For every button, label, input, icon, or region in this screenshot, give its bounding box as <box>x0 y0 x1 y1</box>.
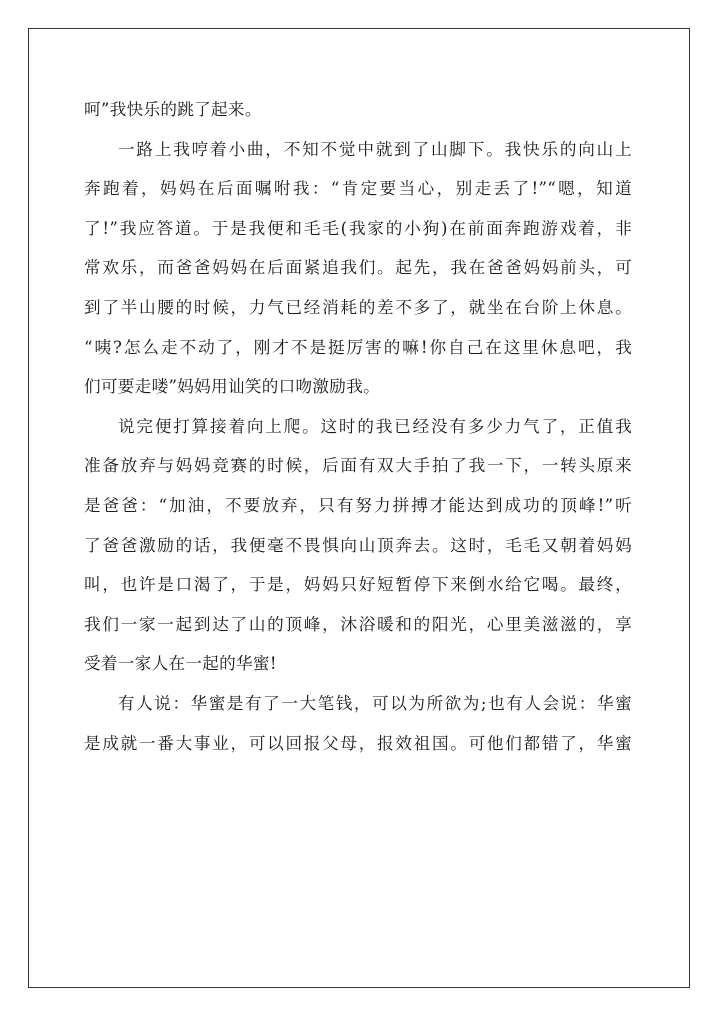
text-line: 一路上我哼着小曲，不知不觉中就到了山脚下。我快乐的向山上 <box>118 139 632 159</box>
text-line: 说完便打算接着向上爬。这时的我已经没有多少力气了，正值我 <box>118 416 632 436</box>
text-line: 是爸爸：“加油，不要放弃，只有努力拼搏才能达到成功的顶峰!”听 <box>84 495 632 515</box>
text-line: “咦?怎么走不动了，刚才不是挺厉害的嘛!你自己在这里休息吧，我 <box>84 337 632 357</box>
text-line: 常欢乐，而爸爸妈妈在后面紧追我们。起先，我在爸爸妈妈前头，可 <box>84 258 632 278</box>
text-line: 呵”我快乐的跳了起来。 <box>84 100 262 119</box>
text-line: 了爸爸激励的话，我便毫不畏惧向山顶奔去。这时，毛毛又朝着妈妈 <box>84 535 632 555</box>
text-line: 叫，也许是口渴了，于是，妈妈只好短暂停下来倒水给它喝。最终， <box>84 575 632 595</box>
text-line: 有人说：华蜜是有了一大笔钱，可以为所欲为;也有人会说：华蜜 <box>118 693 632 713</box>
text-line: 我们一家一起到达了山的顶峰，沐浴暖和的阳光，心里美滋滋的，享 <box>84 614 632 634</box>
text-line: 到了半山腰的时候，力气已经消耗的差不多了，就坐在台阶上休息。 <box>84 297 632 317</box>
text-line: 是成就一番大事业，可以回报父母，报效祖国。可他们都错了，华蜜 <box>84 733 632 753</box>
text-line: 了!”我应答道。于是我便和毛毛(我家的小狗)在前面奔跑游戏着，非 <box>84 218 632 238</box>
text-line: 们可要走喽”妈妈用讪笑的口吻激励我。 <box>84 377 380 397</box>
text-line: 准备放弃与妈妈竞赛的时候，后面有双大手拍了我一下，一转头原来 <box>84 456 632 476</box>
text-line: 受着一家人在一起的华蜜! <box>84 654 277 674</box>
text-line: 奔跑着，妈妈在后面嘱咐我：“肯定要当心，别走丢了!”“嗯，知道 <box>84 179 632 199</box>
document-body <box>84 90 632 763</box>
